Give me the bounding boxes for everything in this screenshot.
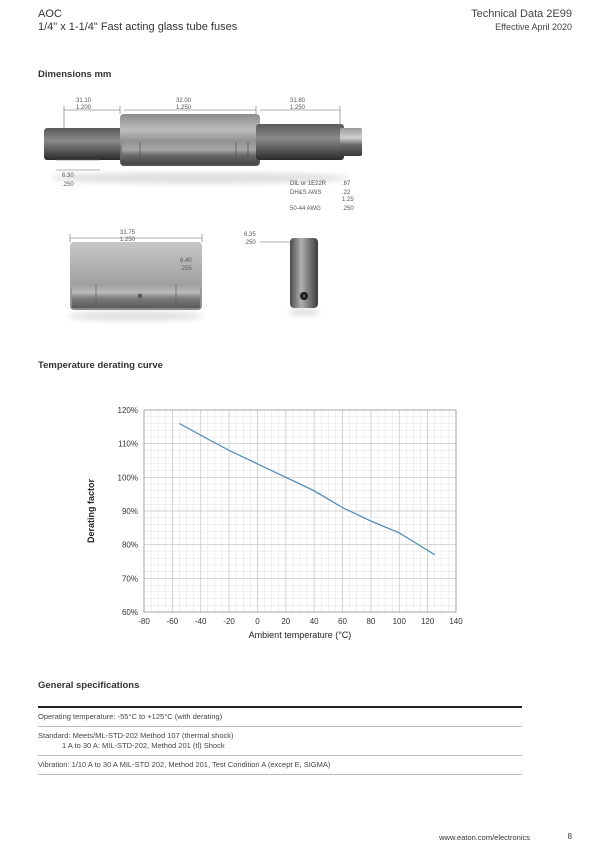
dimensions-title: Dimensions mm	[38, 69, 112, 80]
product-code: AOC	[38, 8, 62, 20]
footer-url[interactable]: www.eaton.com/electronics	[439, 833, 530, 842]
dimensions-drawing	[0, 90, 600, 330]
x-tick-label: -60	[166, 617, 179, 626]
dim-main-side-a: 6.30	[62, 173, 74, 179]
dim-side-right-a: 6.40	[180, 258, 192, 264]
y-tick-label: 90%	[121, 507, 138, 516]
chart-x-axis-label: Ambient temperature (°C)	[248, 630, 352, 640]
y-tick-label: 100%	[117, 473, 138, 483]
dim-note-2: DH&S AWS	[290, 190, 322, 196]
chart-x-ticks	[138, 617, 463, 626]
x-tick-label: 100	[392, 617, 406, 626]
derating-title: Temperature derating curve	[38, 360, 163, 371]
dim-side-top-b: 1.250	[120, 237, 136, 243]
dim-end-top-b: .250	[244, 240, 256, 246]
spec-row-text-2: 1 A to 30 A: MIL-STD-202, Method 201 (tl) Shock	[62, 741, 225, 750]
fuse-end-view	[260, 238, 320, 315]
spec-row	[38, 708, 522, 727]
y-tick-label: 120%	[117, 406, 138, 415]
x-tick-label: 20	[281, 617, 291, 626]
dim-note-1: DIL or 1E22R	[290, 181, 327, 187]
spec-row-text: Vibration: 1/10 A to 30 A MIL-STD 202, Method 201, Test Condition A (except E, SIGMA)	[38, 760, 331, 769]
dim-note-2-val-a: .22	[342, 190, 351, 196]
dim-note-2-val-b: 1.25	[342, 197, 354, 203]
x-tick-label: -80	[138, 617, 150, 626]
dim-main-top-mid-a: 32.00	[176, 98, 192, 104]
x-tick-label: 120	[420, 617, 435, 626]
dim-note-3-val: .250	[342, 206, 354, 212]
spec-row	[38, 756, 522, 775]
x-tick-label: -40	[194, 617, 207, 626]
dim-note-1-val: .87	[342, 181, 351, 187]
x-tick-label: 0	[255, 617, 260, 626]
derating-chart	[80, 400, 480, 650]
dim-side-right-b: .255	[180, 266, 192, 272]
dim-main-top-left-a: 31.10	[76, 98, 92, 104]
x-tick-label: 140	[449, 617, 463, 626]
dim-main-side-b: .250	[62, 182, 74, 188]
y-tick-label: 70%	[121, 574, 138, 584]
chart-y-axis-label: Derating factor	[86, 478, 96, 544]
product-description: 1/4" x 1-1/4" Fast acting glass tube fuses	[38, 21, 238, 33]
specs-title: General specifications	[38, 680, 140, 691]
dim-main-top-right-b: 1.250	[290, 105, 306, 111]
doc-type: Technical Data 2E99	[471, 8, 572, 20]
page-number: 8	[567, 832, 572, 841]
specs-table	[38, 706, 522, 775]
header-right	[471, 8, 572, 34]
dim-side-top-a: 31.75	[120, 230, 136, 236]
effective-date: Effective April 2020	[495, 22, 572, 32]
chart-y-ticks	[118, 406, 138, 617]
header-left	[38, 8, 237, 34]
x-tick-label: -20	[223, 617, 235, 626]
spec-row-text: Standard: Meets/ML-STD-202 Method 107 (thermal shock)	[38, 731, 234, 740]
dim-main-top-mid-b: 1.250	[176, 105, 192, 111]
dim-main-top-left-b: 1.200	[76, 105, 92, 111]
fuse-side-view	[44, 114, 362, 184]
dim-end-top-a: 6.35	[244, 232, 256, 238]
dim-main-top-right-a: 31.80	[290, 98, 306, 104]
y-tick-label: 60%	[121, 608, 138, 617]
dim-note-3: 50-44 AWG	[290, 206, 321, 212]
spec-row-text: Operating temperature: -55°C to +125°C (with derating)	[38, 712, 223, 721]
x-tick-label: 60	[338, 617, 347, 626]
y-tick-label: 110%	[118, 439, 138, 449]
y-tick-label: 80%	[121, 540, 138, 550]
x-tick-label: 40	[309, 617, 319, 626]
fuse-flat-view	[67, 234, 203, 321]
spec-row	[38, 727, 522, 756]
x-tick-label: 80	[366, 617, 376, 626]
